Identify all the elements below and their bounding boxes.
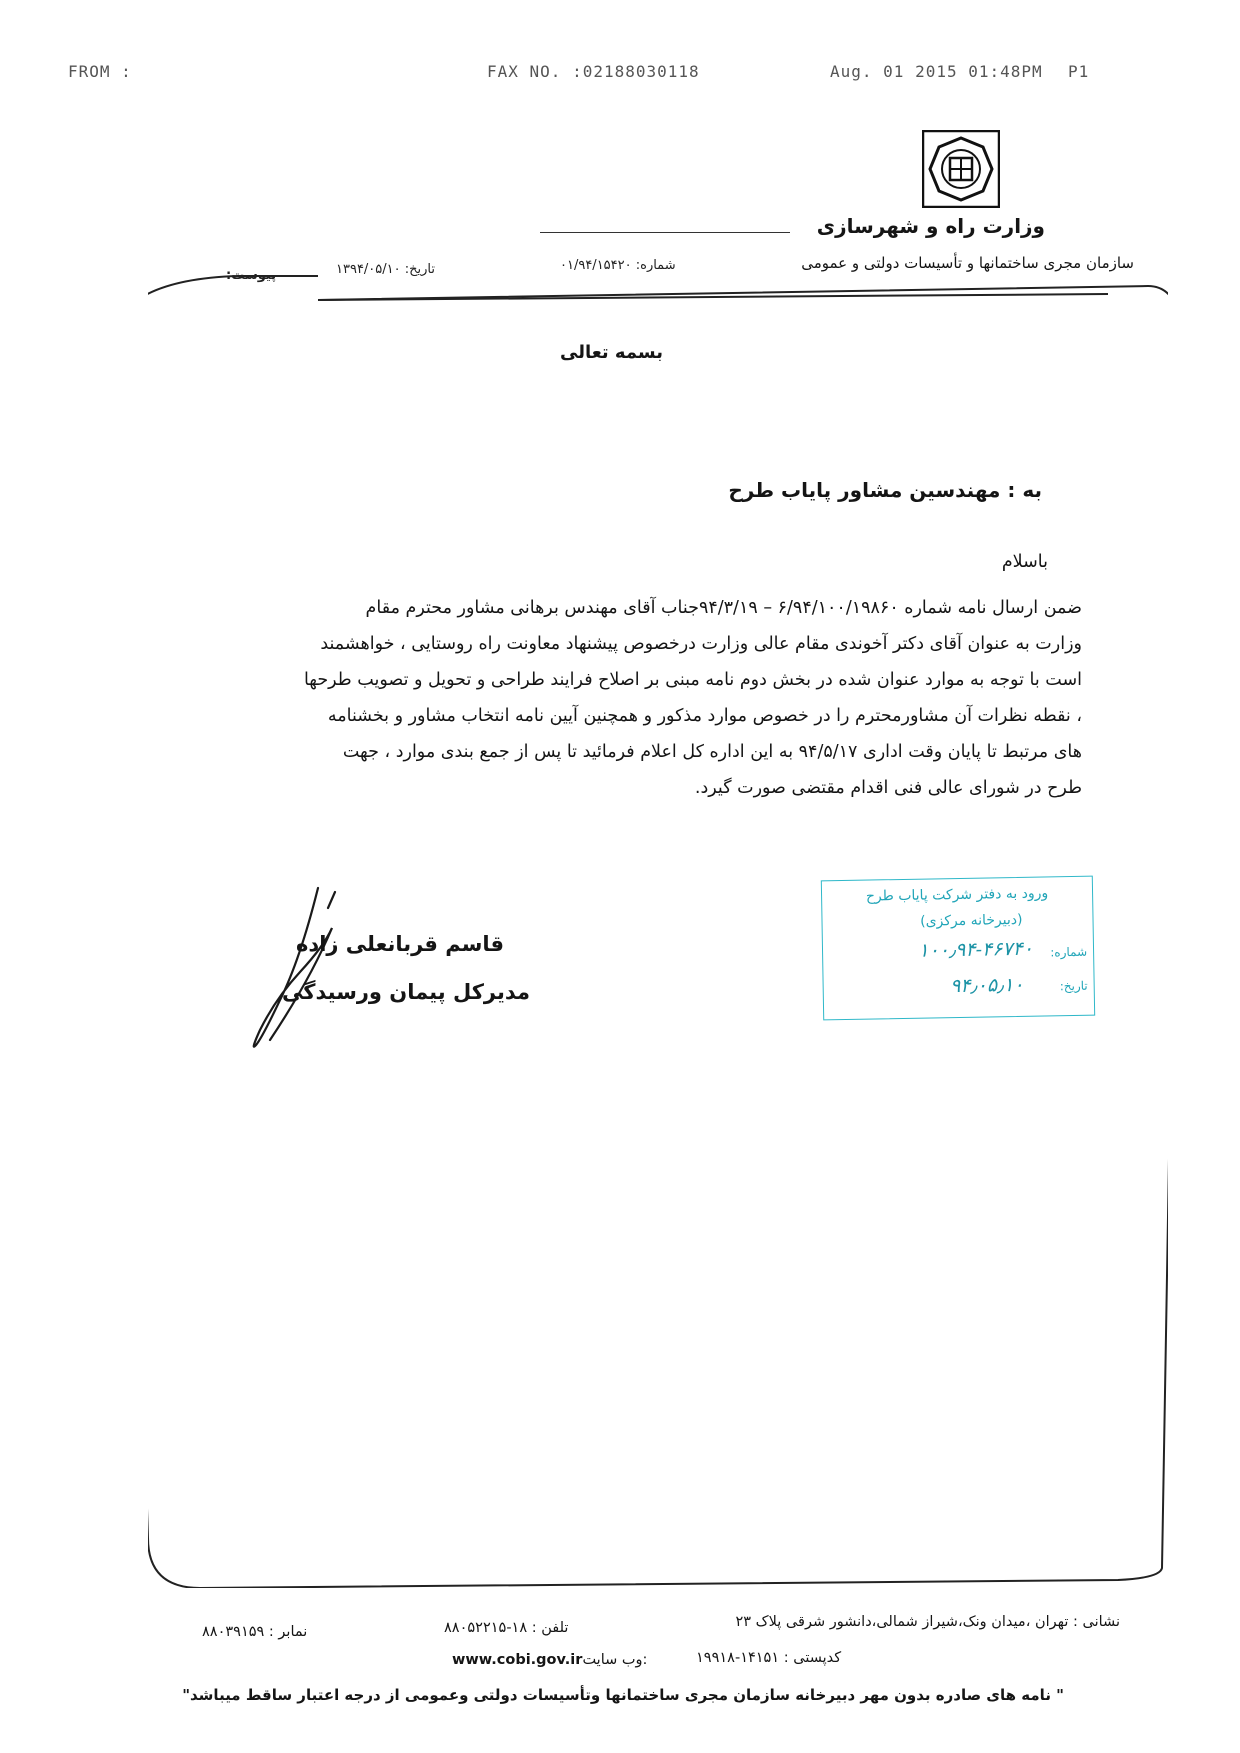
recipient: به : مهندسین مشاور پایاب طرح [728,478,1042,502]
footer-fax: نمابر : ۸۸۰۳۹۱۵۹ [202,1624,308,1640]
stamp-subheading: (دبیرخانه مرکزی) [920,911,1023,930]
fax-number: FAX NO. :02188030118 [487,62,700,81]
letter-date-value: ۱۳۹۴/۰۵/۱۰ [336,262,401,277]
handwritten-signature [240,880,350,1060]
body-line: ضمن ارسال نامه شماره ۶/۹۴/۱۰۰/۱۹۸۶۰ – ۹۴/۳/۱۹جناب آقای مهندس برهانی مشاور محترم مقام [365,598,1082,618]
greeting: باسلام [1001,552,1048,572]
footer-address: نشانی : تهران ،میدان ونک،شیراز شمالی،دانشور شرقی پلاک ۲۳ [735,1614,1120,1630]
fax-datetime: Aug. 01 2015 01:48PM [830,62,1043,81]
body-line: های مرتبط تا پایان وقت اداری ۹۴/۵/۱۷ به این اداره کل اعلام فرمائید تا پس از جمع بندی موارد ، جهت [342,742,1082,762]
organization-name: سازمان مجری ساختمانها و تأسیسات دولتی و عمومی [801,254,1134,272]
ministry-emblem-icon [922,130,1000,208]
body-line: ، نقطه نظرات آن مشاورمحترم را در خصوص موارد مذکور و همچنین آیین نامه انتخاب مشاور و بخشنامه [327,706,1082,726]
stamp-number-value: ۱۰۰٫۹۴-۴۶۷۴۰ [918,937,1034,962]
website-link[interactable]: www.cobi.gov.ir [452,1652,583,1668]
letter-body [190,590,1082,806]
body-line: طرح در شورای عالی فنی اقدام مقتضی صورت گیرد. [694,778,1082,798]
receipt-stamp [821,876,1095,1021]
invocation: بسمه تعالی [560,342,663,363]
body-line: وزارت به عنوان آقای دکتر آخوندی مقام عالی وزارت درخصوص پیشنهاد معاونت راه روستایی ، خواهشمند [320,634,1082,654]
header-rule [540,232,790,233]
fax-page: P1 [1068,62,1090,81]
letter-number-label: شماره: [635,258,676,273]
website-label: وب سایت: [582,1652,648,1668]
body-line: است با توجه به موارد عنوان شده در بخش دوم نامه مبنی بر اصلاح فرایند طراحی و تحویل و تصویب طرحها [303,670,1082,690]
stamp-heading: ورود به دفتر شرکت پایاب طرح [865,885,1049,905]
attachment-label: پیوست: [226,268,277,283]
footer-postal: کدپستی : ۱۴۱۵۱-۱۹۹۱۸ [696,1650,842,1666]
fax-from: FROM : [68,62,132,81]
stamp-number-label: شماره: [1050,944,1088,960]
footer-phone: تلفن : ۱۸-۸۸۰۵۲۲۱۵ [444,1620,569,1636]
ministry-name: وزارت راه و شهرسازی [816,214,1045,238]
letter-number-value: ۰۱/۹۴/۱۵۴۲۰ [560,258,632,273]
signer-name: قاسم قربانعلی زاده [296,932,504,956]
footer-notice: " نامه های صادره بدون مهر دبیرخانه سازمان مجری ساختمانها وتأسیسات دولتی وعمومی از درجه اعتبار ساقط میباشد" [182,1686,1064,1704]
signer-title: مدیرکل پیمان ورسیدگی [282,980,530,1004]
stamp-date-label: تاریخ: [1059,978,1088,994]
stamp-date-value: ۹۴٫۰۵٫۱۰ [949,973,1024,998]
footer-website [452,1652,647,1668]
letter-date-label: تاریخ: [404,262,436,277]
